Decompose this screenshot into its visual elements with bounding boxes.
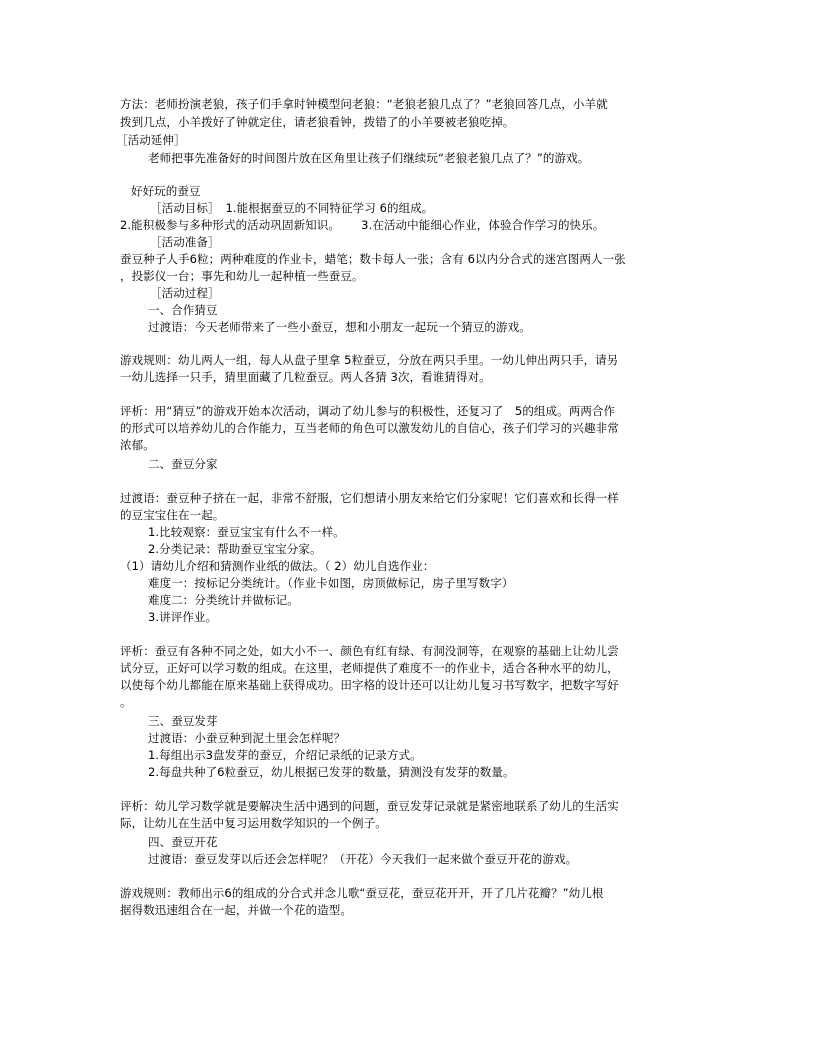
- goals-line-2: 2.能积极参与多种形式的活动巩固新知识。 3.在活动中能细心作业，体验合作学习的快乐。: [120, 218, 605, 232]
- preparation-line-1: 蚕豆种子人手6粒；两种难度的作业卡，蜡笔；数卡每人一张；含有 6以内分合式的迷宫图两人一张: [120, 252, 626, 266]
- section-1-transition: 过渡语：今天老师带来了一些小蚕豆，想和小朋友一起玩一个猜豆的游戏。: [148, 320, 531, 334]
- game-rules-1-line-2: 一幼儿选择一只手，猜里面藏了几粒蚕豆。两人各猜 3次，看谁猜得对。: [120, 370, 491, 384]
- section-1-heading: 一、合作猜豆: [148, 303, 218, 317]
- comment-2-line-1: 评析：蚕豆有各种不同之处，如大小不一、颜色有红有绿、有洞没洞等，在观察的基础上让幼儿尝: [120, 644, 619, 658]
- section-2-transition-2: 的豆宝宝住在一起。: [120, 508, 225, 522]
- step-classify-sub: （1）请幼儿介绍和猜测作业纸的做法。（ 2）幼儿自选作业：: [120, 559, 435, 573]
- goals-line: ［活动目标］ 1.能根据蚕豆的不同特征学习 6的组成。: [150, 201, 434, 215]
- comment-1-line-2: 的形式可以培养幼儿的合作能力，互当老师的角色可以激发幼儿的自信心，孩子们学习的兴趣非常: [120, 421, 619, 435]
- section-4-transition: 过渡语：蚕豆发芽以后还会怎样呢？（开花）今天我们一起来做个蚕豆开花的游戏。: [148, 852, 578, 866]
- extension-text: 老师把事先准备好的时间图片放在区角里让孩子们继续玩“老狼老狼几点了？”的游戏。: [148, 151, 590, 165]
- sprout-step-1: 1.每组出示3盘发芽的蚕豆，介绍记录纸的记录方式。: [148, 748, 422, 762]
- game-rules-1-line-1: 游戏规则：幼儿两人一组，每人从盘子里拿 5粒蚕豆，分放在两只手里。一幼儿伸出两只手，请另: [120, 353, 619, 367]
- extension-heading: ［活动延伸］: [116, 133, 186, 147]
- comment-1-line-1: 评析：用“猜豆”的游戏开始本次活动，调动了幼儿参与的积极性，还复习了 5的组成。两两合作: [120, 404, 616, 418]
- lesson-title: 好好玩的蚕豆: [131, 184, 201, 198]
- preparation-heading: ［活动准备］: [150, 235, 220, 249]
- section-4-heading: 四、蚕豆开花: [148, 835, 218, 849]
- section-3-heading: 三、蚕豆发芽: [148, 714, 218, 728]
- method-line-2: 拨到几点，小羊拨好了钟就定住，请老狼看钟，拨错了的小羊要被老狼吃掉。: [120, 115, 515, 129]
- step-review: 3.讲评作业。: [148, 610, 218, 624]
- step-classify: 2.分类记录：帮助蚕豆宝宝分家。: [148, 542, 322, 556]
- difficulty-1: 难度一：按标记分类统计。（作业卡如图，房顶做标记，房子里写数字）: [148, 576, 514, 590]
- step-compare: 1.比较观察：蚕豆宝宝有什么不一样。: [148, 525, 345, 539]
- game-rules-2-line-1: 游戏规则：教师出示6的组成的分合式并念儿歌“蚕豆花，蚕豆花开开，开了几片花瓣？”幼儿根: [120, 886, 604, 900]
- method-line-1: 方法：老师扮演老狼，孩子们手拿时钟模型问老狼：“老狼老狼几点了？”老狼回答几点，小羊就: [120, 97, 608, 111]
- section-2-transition-1: 过渡语：蚕豆种子挤在一起，非常不舒服，它们想请小朋友来给它们分家呢！它们喜欢和长得一样: [120, 491, 619, 505]
- game-rules-2-line-2: 据得数迅速组合在一起，并做一个花的造型。: [120, 903, 352, 917]
- difficulty-2: 难度二：分类统计并做标记。: [148, 593, 299, 607]
- comment-1-line-3: 浓郁。: [120, 438, 155, 452]
- comment-2-line-3: 以使每个幼儿都能在原来基础上获得成功。田字格的设计还可以让幼儿复习书写数字，把数字写好: [120, 678, 619, 692]
- comment-3-line-2: 际，让幼儿在生活中复习运用数学知识的一个例子。: [120, 816, 387, 830]
- comment-2-line-2: 试分豆，正好可以学习数的组成。在这里，老师提供了难度不一的作业卡，适合各种水平的幼儿，: [120, 661, 619, 675]
- section-3-transition: 过渡语：小蚕豆种到泥土里会怎样呢？: [148, 731, 346, 745]
- section-2-heading: 二、蚕豆分家: [148, 457, 218, 471]
- comment-2-line-4: 。: [120, 695, 132, 709]
- comment-3-line-1: 评析：幼儿学习数学就是要解决生活中遇到的问题，蚕豆发芽记录就是紧密地联系了幼儿的生活实: [120, 799, 619, 813]
- preparation-line-2: ，投影仪一台；事先和幼儿一起种植一些蚕豆。: [120, 269, 364, 283]
- process-heading: ［活动过程］: [150, 286, 220, 300]
- sprout-step-2: 2.每盘共种了6粒蚕豆，幼儿根据已发芽的数量，猜测没有发芽的数量。: [148, 765, 515, 779]
